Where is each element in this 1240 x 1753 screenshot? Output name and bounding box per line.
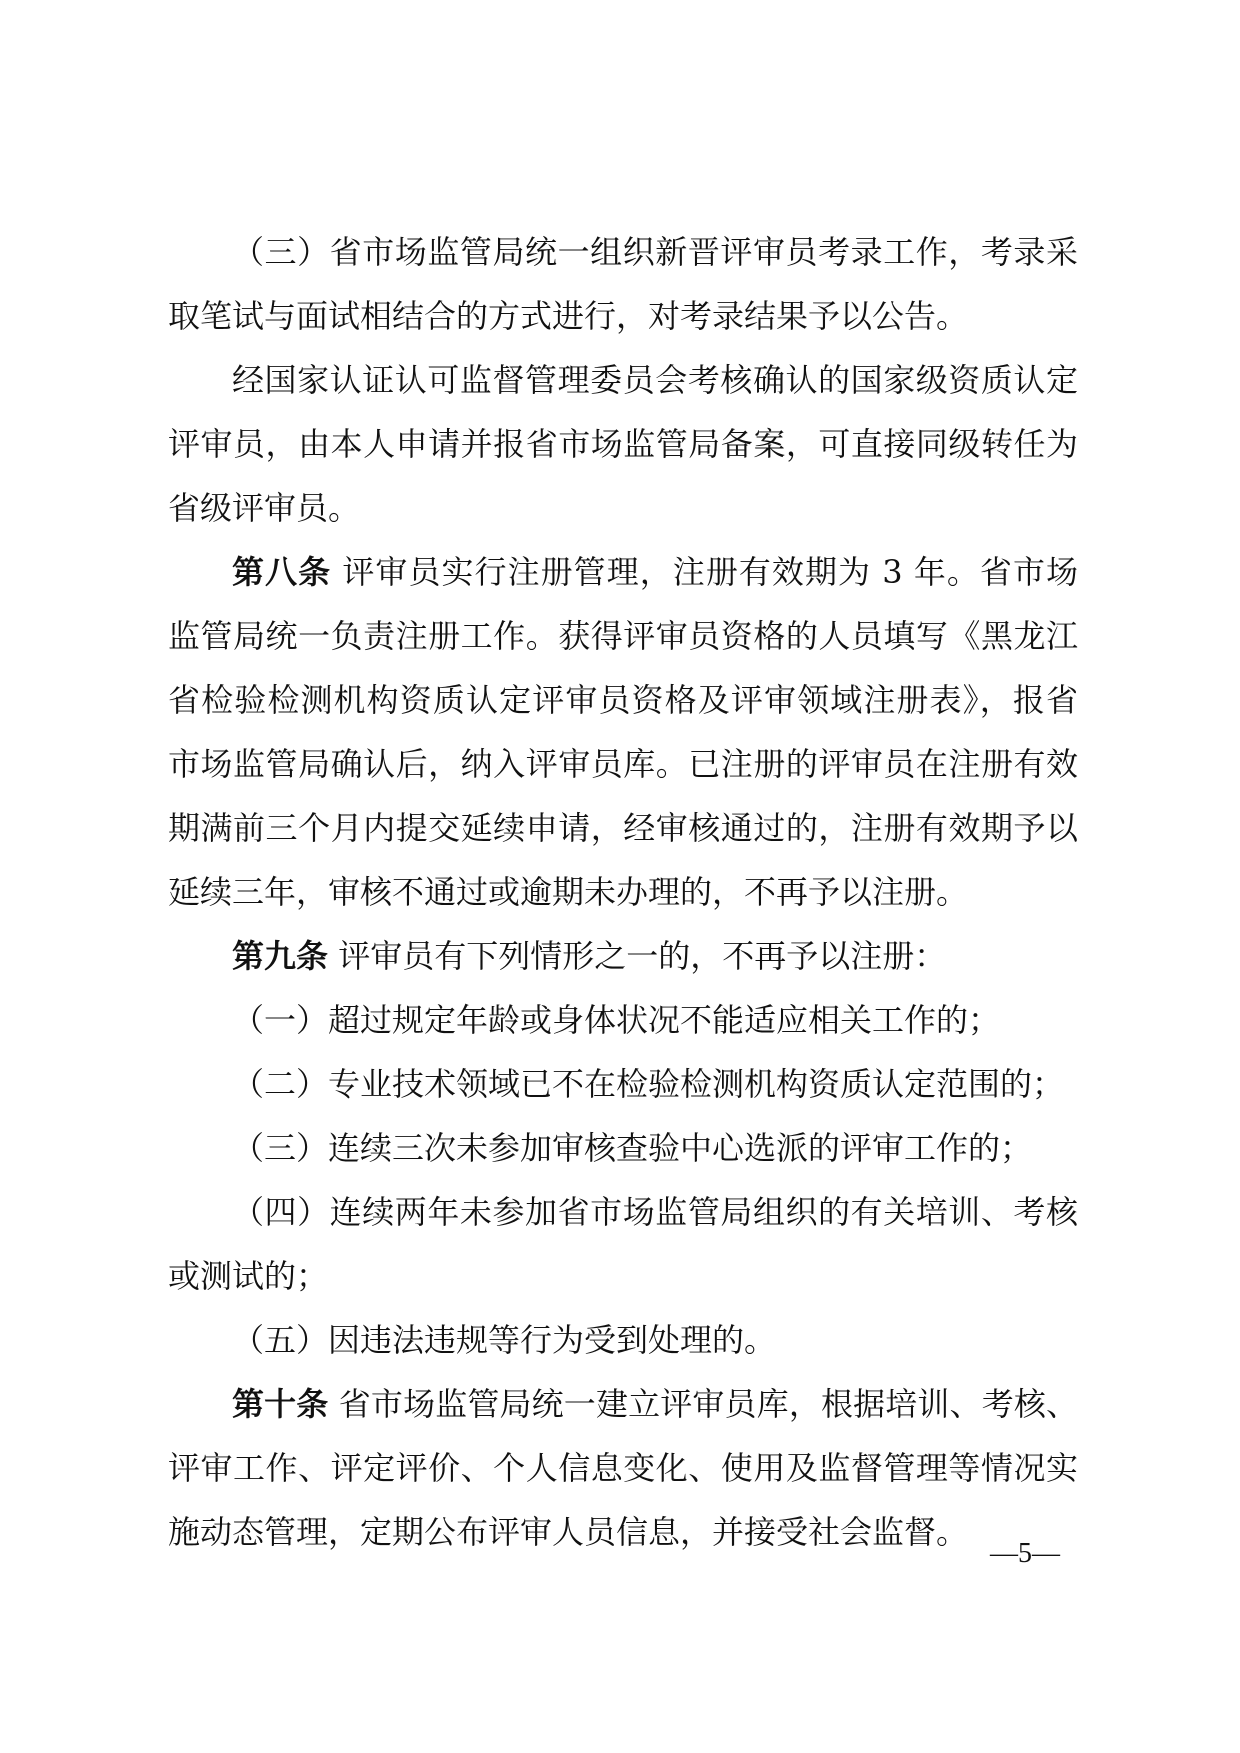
article-8: 第八条 评审员实行注册管理，注册有效期为 3 年。省市场监管局统一负责注册工作。获得评审员资格的人员填写《黑龙江省检验检测机构资质认定评审员资格及评审领域注册表》，报省市场监管局确认后，纳入评审员库。已注册的评审员在注册有效期满前三个月内提交延续申请，经审核通过的，注册有效期予以延续三年，审核不通过或逾期未办理的，不再予以注册。 — [168, 553, 1078, 911]
page-number: —5— — [990, 1538, 1060, 1569]
article-10: 第十条 省市场监管局统一建立评审员库，根据培训、考核、评审工作、评定评价、个人信息变化、使用及监督管理等情况实施动态管理，定期公布评审人员信息，并接受社会监督。 — [168, 1385, 1078, 1551]
document-body — [168, 220, 1078, 1564]
article-8-heading: 第八条 — [232, 553, 332, 591]
article-9-item-1: （一）超过规定年龄或身体状况不能适应相关工作的； — [232, 1001, 1001, 1039]
article-9-item-5: （五）因违法违规等行为受到处理的。 — [232, 1321, 777, 1359]
paragraph-national-transfer: 经国家认证认可监督管理委员会考核确认的国家级资质认定评审员，由本人申请并报省市场监管局备案，可直接同级转任为省级评审员。 — [168, 361, 1078, 527]
article-9-heading: 第九条 — [232, 937, 329, 975]
article-9-item-3: （三）连续三次未参加审核查验中心选派的评审工作的； — [232, 1129, 1033, 1167]
article-9-item-4: （四）连续两年未参加省市场监管局组织的有关培训、考核或测试的； — [168, 1193, 1078, 1295]
paragraph-exam-organization: （三）省市场监管局统一组织新晋评审员考录工作，考录采取笔试与面试相结合的方式进行，对考录结果予以公告。 — [168, 233, 1078, 335]
article-10-heading: 第十条 — [232, 1385, 329, 1423]
article-9: 第九条 评审员有下列情形之一的，不再予以注册： — [232, 937, 947, 975]
article-9-item-2: （二）专业技术领域已不在检验检测机构资质认定范围的； — [232, 1065, 1065, 1103]
